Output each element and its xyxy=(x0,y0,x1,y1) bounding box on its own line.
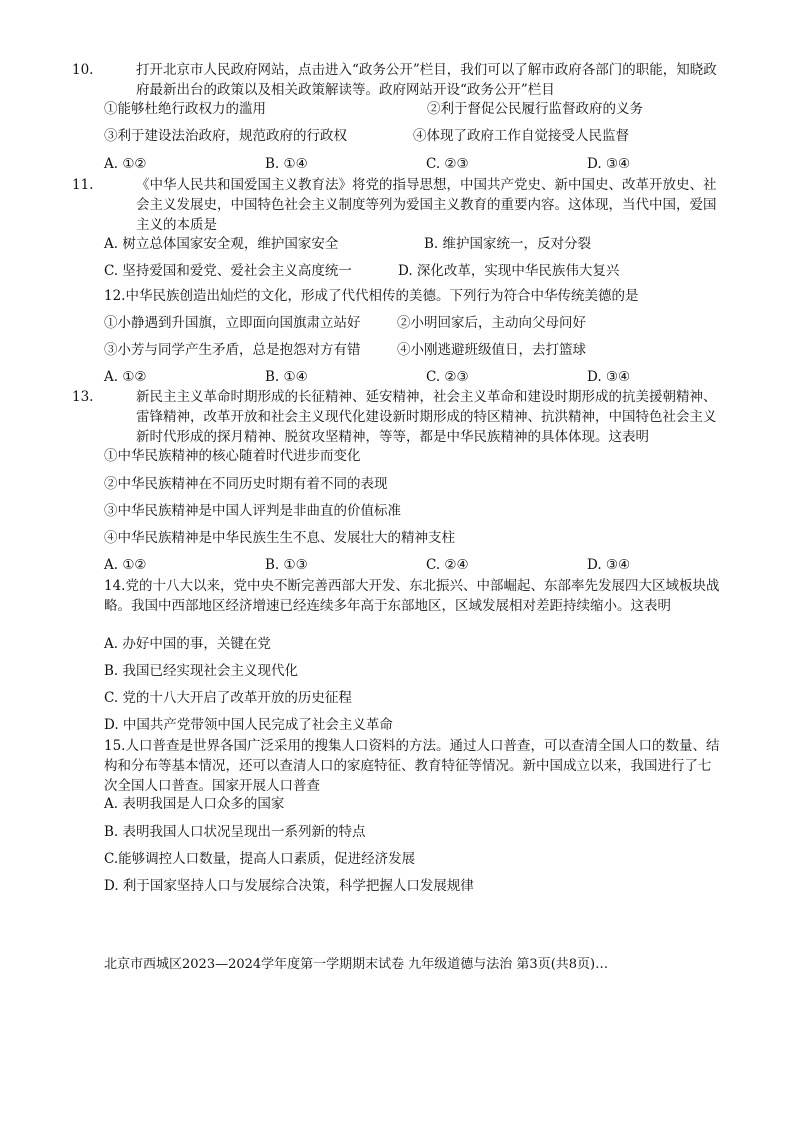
option-d[interactable]: D. ③④ xyxy=(587,557,631,573)
question-number: 13. xyxy=(72,389,94,405)
statement: ①能够杜绝行政权力的滥用 xyxy=(104,101,266,117)
option-d[interactable]: D. 利于国家坚持人口与发展综合决策，科学把握人口发展规律 xyxy=(104,878,474,894)
question-number: 15. xyxy=(104,738,126,754)
question-stem: 《中华人民共和国爱国主义教育法》将党的指导思想，中国共产党史、新中国史、改革开放史、社会主义发展史，中国特色社会主义制度等列为爱国主义教育的重要内容。这体现，当代中国，爱国主义的本质是 xyxy=(136,177,717,233)
option-b[interactable]: B. ①③ xyxy=(265,557,308,573)
option-c[interactable]: C.能够调控人口数量，提高人口素质，促进经济发展 xyxy=(104,851,416,867)
statement: ③小芳与同学产生矛盾，总是抱怨对方有错 xyxy=(104,342,361,358)
option-a[interactable]: A. 表明我国是人口众多的国家 xyxy=(104,796,285,812)
question-number: 10. xyxy=(72,62,94,78)
option-a[interactable]: A. ①② xyxy=(104,156,147,172)
statement: ②利于督促公民履行监督政府的义务 xyxy=(427,101,643,117)
question-14 xyxy=(104,576,724,616)
question-12 xyxy=(104,286,724,306)
question-15 xyxy=(104,736,724,796)
question-number: 12. xyxy=(104,288,126,304)
statement: ④小刚逃避班级值日，去打篮球 xyxy=(397,342,586,358)
question-stem: 党的十八大以来，党中央不断完善西部大开发、东北振兴、中部崛起、东部率先发展四大区域板块战略。我国中西部地区经济增速已经连续多年高于东部地区，区域发展相对差距持续缩小。这表明 xyxy=(104,578,720,614)
option-b[interactable]: B. 我国已经实现社会主义现代化 xyxy=(104,663,299,679)
option-a[interactable]: A. 办好中国的事，关键在党 xyxy=(104,636,271,652)
option-d[interactable]: D. ③④ xyxy=(587,156,631,172)
page-footer: 北京市西城区2023—2024学年度第一学期期末试卷 九年级道德与法治 第3页(共8页)… xyxy=(104,957,609,972)
option-a[interactable]: A. ①② xyxy=(104,369,147,385)
options-row xyxy=(104,555,704,575)
statement: ①小静遇到升国旗，立即面向国旗肃立站好 xyxy=(104,315,361,331)
option-c[interactable]: C. 坚持爱国和爱党、爱社会主义高度统一 xyxy=(104,263,352,279)
question-10 xyxy=(72,60,724,100)
option-c[interactable]: C. ②④ xyxy=(426,557,469,573)
question-stem: 打开北京市人民政府网站，点击进入“政务公开”栏目，我们可以了解市政府各部门的职能，知晓政府最新出台的政策以及相关政策解读等。政府网站开设“政务公开”栏目 xyxy=(136,62,717,98)
statement: ①中华民族精神的核心随着时代进步而变化 xyxy=(104,448,361,464)
question-11 xyxy=(72,175,724,235)
question-number: 11. xyxy=(72,177,94,193)
statement: ④中华民族精神是中华民族生生不息、发展壮大的精神支柱 xyxy=(104,530,455,546)
option-b[interactable]: B. ①④ xyxy=(265,156,308,172)
option-b[interactable]: B. 表明我国人口状况呈现出一系列新的特点 xyxy=(104,824,366,840)
question-stem: 新民主主义革命时期形成的长征精神、延安精神，社会主义革命和建设时期形成的抗美援朝精神、雷锋精神，改革开放和社会主义现代化建设新时期形成的特区精神、抗洪精神，中国特色社会主义新时代形成的探月精神、脱贫攻坚精神，等等，都是中华民族精神的具体体现。这表明 xyxy=(136,389,717,445)
options-row xyxy=(104,154,704,174)
option-a[interactable]: A. 树立总体国家安全观，维护国家安全 xyxy=(104,236,339,252)
question-13 xyxy=(72,387,724,447)
option-c[interactable]: C. ②③ xyxy=(426,156,469,172)
statement: ③中华民族精神是中国人评判是非曲直的价值标准 xyxy=(104,503,401,519)
option-d[interactable]: D. 深化改革，实现中华民族伟大复兴 xyxy=(398,263,620,279)
option-b[interactable]: B. 维护国家统一，反对分裂 xyxy=(424,236,592,252)
question-number: 14. xyxy=(104,578,126,594)
question-stem: 人口普查是世界各国广泛采用的搜集人口资料的方法。通过人口普查，可以查清全国人口的数量、结构和分布等基本情况，还可以查清人口的家庭特征、教育特征等情况。新中国成立以来，我国进行了七次全国人口普查。国家开展人口普查 xyxy=(104,738,720,794)
statement: ②中华民族精神在不同历史时期有着不同的表现 xyxy=(104,476,388,492)
option-d[interactable]: D. 中国共产党带领中国人民完成了社会主义革命 xyxy=(104,717,393,733)
option-a[interactable]: A. ①② xyxy=(104,557,147,573)
question-stem: 中华民族创造出灿烂的文化，形成了代代相传的美德。下列行为符合中华传统美德的是 xyxy=(125,288,639,304)
option-b[interactable]: B. ①④ xyxy=(265,369,308,385)
options-row xyxy=(104,367,704,387)
statement: ②小明回家后，主动向父母问好 xyxy=(397,315,586,331)
option-d[interactable]: D. ③④ xyxy=(587,369,631,385)
statement: ③利于建设法治政府，规范政府的行政权 xyxy=(104,128,347,144)
option-c[interactable]: C. 党的十八大开启了改革开放的历史征程 xyxy=(104,690,352,706)
option-c[interactable]: C. ②③ xyxy=(426,369,469,385)
statement: ④体现了政府工作自觉接受人民监督 xyxy=(413,128,629,144)
